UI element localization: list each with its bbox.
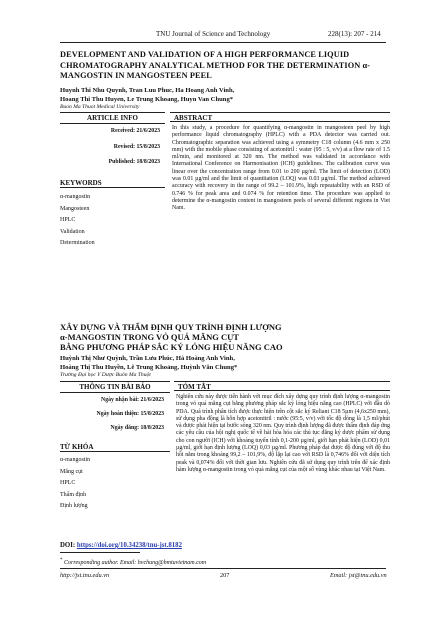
article-info-header: ARTICLE INFO	[60, 112, 165, 124]
keywords-label: KEYWORDS	[60, 179, 165, 188]
vietnamese-affiliation: Trường Đại học Y Dược Buôn Ma Thuột	[60, 372, 151, 378]
revised-date: Revised: 15/8/2023	[113, 144, 160, 150]
english-title: DEVELOPMENT AND VALIDATION OF A HIGH PERFORMANCE LIQUID CHROMATOGRAPHY ANALYTICAL METHOD FOR THE DETERMINATION α-MANGOSTIN IN MANGOSTEEN PEEL	[60, 50, 371, 80]
footnote	[60, 558, 206, 566]
revised-date-vn: Ngày hoàn thiện: 15/8/2023	[96, 411, 164, 417]
vietnamese-abstract: Nghiên cứu này được tiến hành với mục đích xây dựng quy trình định lượng α-mangostin trong vỏ quả măng cụt bằng phương pháp sắc ký lỏng hiệu năng cao (HPLC) với đầu dò PDA. Quá trình phân tích được thực hiện trên cột sắc ký Reliant C18 5µm (4,6x250 mm), sử dụng pha động là hỗn hợp acetonitril : nước (95:5, v/v) với tốc độ dòng là 1,5 ml/phút và được phát hiện tại bước sóng 320 nm. Quy trình định lượng đã được thẩm định đáp ứng các yêu cầu của hội nghị quốc tế về hài hòa hóa các thủ tục đăng ký dược phẩm sử dụng cho con người (ICH) với khoảng tuyến tính 0,1-200 µg/ml, giới hạn phát hiện (LOD) 0,01 µg/ml, giới hạn định lượng (LOQ) 0,03 µg/ml. Phương pháp đạt được độ đúng với độ thu hồi nằm trong khoảng 99,2 – 101,9%, độ lặp lại cao với RSD là 0,746% đối với diện tích peak và 0,074% đối với thời gian lưu. Nghiên cứu đã sử dụng quy trình trên để xác định hàm lượng α-mangostin trong vỏ quả măng cụt của một số vùng khác nhau tại Việt Nam.	[176, 394, 390, 473]
vietnamese-title-line2: α-MANGOSTIN TRONG VỎ QUẢ MĂNG CỤT	[60, 332, 239, 342]
summary-vn-header: TÓM TẮT	[174, 381, 390, 391]
keyword-item: Determination	[60, 240, 95, 246]
received-date: Received: 21/6/2023	[110, 128, 160, 134]
footer-email[interactable]: Email: jst@tnu.edu.vn	[330, 572, 387, 579]
english-authors-line1: Huynh Thi Nhu Quynh, Tran Luu Phuc, Ha Hoang Anh Vinh,	[60, 87, 235, 94]
page-number: 207	[220, 572, 230, 579]
keyword-item: Măng cụt	[60, 468, 83, 475]
keywords-vn-list	[60, 455, 90, 513]
article-info-vn-header: THÔNG TIN BÀI BÁO	[60, 381, 170, 393]
keyword-item: Định lượng	[60, 503, 88, 509]
english-affiliation: Buon Ma Thuot Medical University	[60, 104, 140, 110]
doi-link[interactable]: https://doi.org/10.34238/tnu-jst.8182	[76, 542, 182, 549]
vietnamese-authors-line1: Huỳnh Thị Như Quỳnh, Trần Lưu Phúc, Hà Hoàng Anh Vinh,	[60, 355, 235, 362]
vietnamese-title-line3: BẰNG PHƯƠNG PHÁP SẮC KÝ LỎNG HIỆU NĂNG CAO	[60, 342, 283, 352]
english-authors	[60, 86, 390, 104]
header-rule	[60, 42, 386, 43]
keyword-item: Validation	[60, 228, 85, 235]
footer-website[interactable]: http://jst.tnu.edu.vn	[60, 572, 110, 579]
keyword-item: Mangosteen	[60, 205, 90, 212]
vietnamese-authors-line2: Hoàng Thị Thu Huyền, Lê Trung Khoảng, Huỳnh Văn Chung*	[60, 364, 238, 371]
english-abstract: In this study, a procedure for quantifying α-mangostin in mangosteen peel by high performance liquid chromatography (HPLC) with a PDA detector was carried out. Chromatographic separation was achieved using a symmetry C18 column (4.6 mm x 250 mm) with the mobile phase consisting of acetonitril : water (95 : 5, v/v) at a flow rate of 1.5 ml/min, and monitored at 320 nm. The method was validated in accordance with International Conference on Harmonisation (ICH) guidelines. The calibration curve was linear over the concentration range from 0.01 to 200 µg/ml. The limit of detection (LOD) was 0.01 µg/ml and the limit of quantitation (LOQ) was 0.03 µg/ml. The method achieved accuracy with recovery in the range of 99.2 – 101.9%, high repeatability with an RSD of 0.746 % for peak area and 0.074 % for retention time. The procedure was applied to determine the α-mangostin content in mangosteen peels of several different regions in Viet Nam.	[172, 125, 390, 212]
vietnamese-authors	[60, 354, 390, 372]
volume-pages: 228(13): 207 - 214	[328, 30, 381, 38]
english-authors-line2: Hoang Thi Thu Huyen, Le Trung Khoang, Huyn Van Chung*	[60, 96, 234, 103]
footnote-marker: *	[60, 558, 63, 563]
abstract-header: ABSTRACT	[170, 112, 390, 122]
doi-line	[60, 542, 182, 549]
vietnamese-title	[60, 322, 390, 352]
published-date-vn: Ngày đăng: 18/8/2023	[110, 425, 164, 431]
keyword-item: α-mangostin	[60, 194, 91, 200]
keyword-item: Thẩm định	[60, 491, 87, 498]
footnote-text: Corresponding author. Email: hvchung@bmtuvietnam.com	[64, 560, 207, 566]
vietnamese-title-line1: XÂY DỰNG VÀ THẨM ĐỊNH QUY TRÌNH ĐỊNH LƯỢNG	[60, 322, 282, 332]
footnote-rule	[60, 552, 140, 553]
doi-label: DOI:	[60, 542, 76, 549]
keywords-list	[60, 192, 95, 250]
footer-rule	[60, 568, 386, 569]
keywords-vn-label: TỪ KHÓA	[60, 443, 170, 452]
keyword-item: HPLC	[60, 217, 76, 223]
received-date-vn: Ngày nhận bài: 21/6/2023	[101, 397, 164, 403]
keyword-item: HPLC	[60, 480, 76, 486]
published-date: Published: 18/8/2023	[108, 159, 160, 165]
keyword-item: α-mangostin	[60, 457, 91, 463]
journal-name: TNU Journal of Science and Technology	[156, 30, 271, 38]
